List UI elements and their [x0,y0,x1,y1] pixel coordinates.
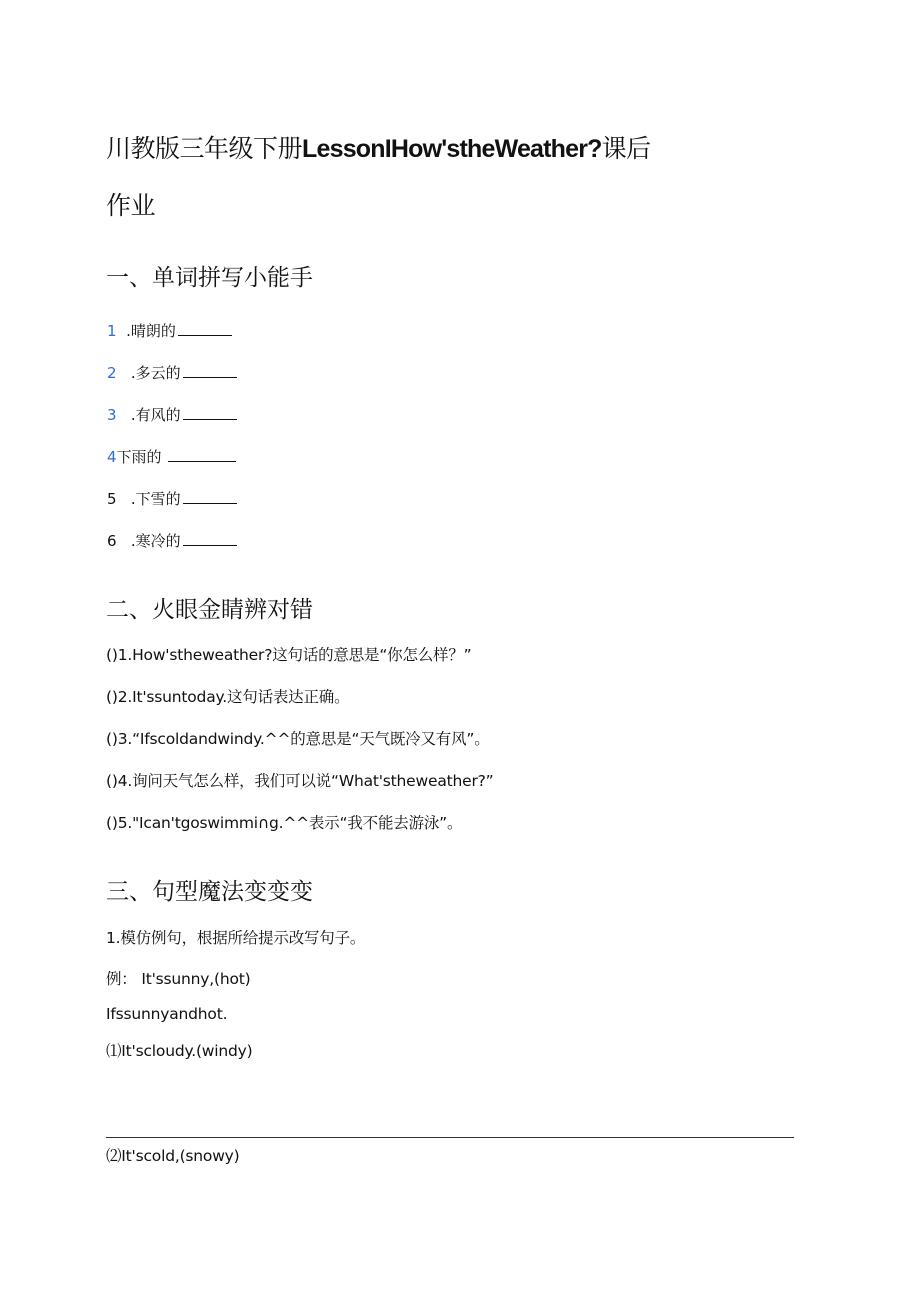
item-text: .多云的 [130,364,181,382]
true-false-item: ()4.询问天气怎么样，我们可以说“What'stheweather?” [106,772,494,790]
answer-blank[interactable] [178,323,232,336]
example-label: 例： [106,970,137,988]
answer-line[interactable] [106,1137,794,1138]
title-prefix: 川教版三年级下册 [106,134,303,163]
true-false-item: ()1.How'stheweather?这句话的意思是“你怎么样？” [106,646,472,664]
answer-blank[interactable] [183,533,237,546]
list-item [107,362,237,383]
item-number: 5 [107,490,117,508]
answer-blank[interactable] [183,491,237,504]
item-number: 4 [107,448,117,466]
item-number: 2 [107,364,117,382]
true-false-item: ()2.It'ssuntoday.这句话表达正确。 [106,688,350,706]
item-text: .寒冷的 [130,532,181,550]
section1-heading: 一、单词拼写小能手 [106,265,313,291]
item-text: .下雪的 [130,490,181,508]
instruction-text: 1.模仿例句，根据所给提示改写句子。 [106,929,366,947]
answer-blank[interactable] [183,365,237,378]
question-2: ⑵It'scold,(snowy) [106,1147,240,1165]
list-item [107,530,237,551]
item-number: 6 [107,532,117,550]
page-title-line2: 作业 [106,191,156,220]
item-number: 1 [107,322,117,340]
example-answer: Ifssunnyandhot. [106,1005,228,1023]
list-item [107,320,232,341]
answer-blank[interactable] [168,449,236,462]
title-suffix: 课后 [601,134,651,163]
true-false-item: ()5."Ican'tgoswimmi∩g.^^表示“我不能去游泳”。 [106,814,463,832]
section2-heading: 二、火眼金睛辨对错 [106,597,313,623]
example-text: It'ssunny,(hot) [141,970,251,988]
item-text: .有风的 [130,406,181,424]
item-text: 下雨的 [116,448,162,466]
answer-blank[interactable] [183,407,237,420]
list-item [107,488,237,509]
item-text: .晴朗的 [126,322,176,340]
list-item [107,404,237,425]
list-item [107,446,236,467]
title-bold: LessonIHow'stheWeather? [302,135,602,163]
section3-heading: 三、句型魔法变变变 [106,879,313,905]
example-line [106,967,250,989]
item-number: 3 [107,406,117,424]
question-1: ⑴It'scloudy.(windy) [106,1042,253,1060]
page-title [106,129,651,165]
true-false-item: ()3.“Ifscoldandwindy.^^的意思是“天气既冷又有风”。 [106,730,490,748]
